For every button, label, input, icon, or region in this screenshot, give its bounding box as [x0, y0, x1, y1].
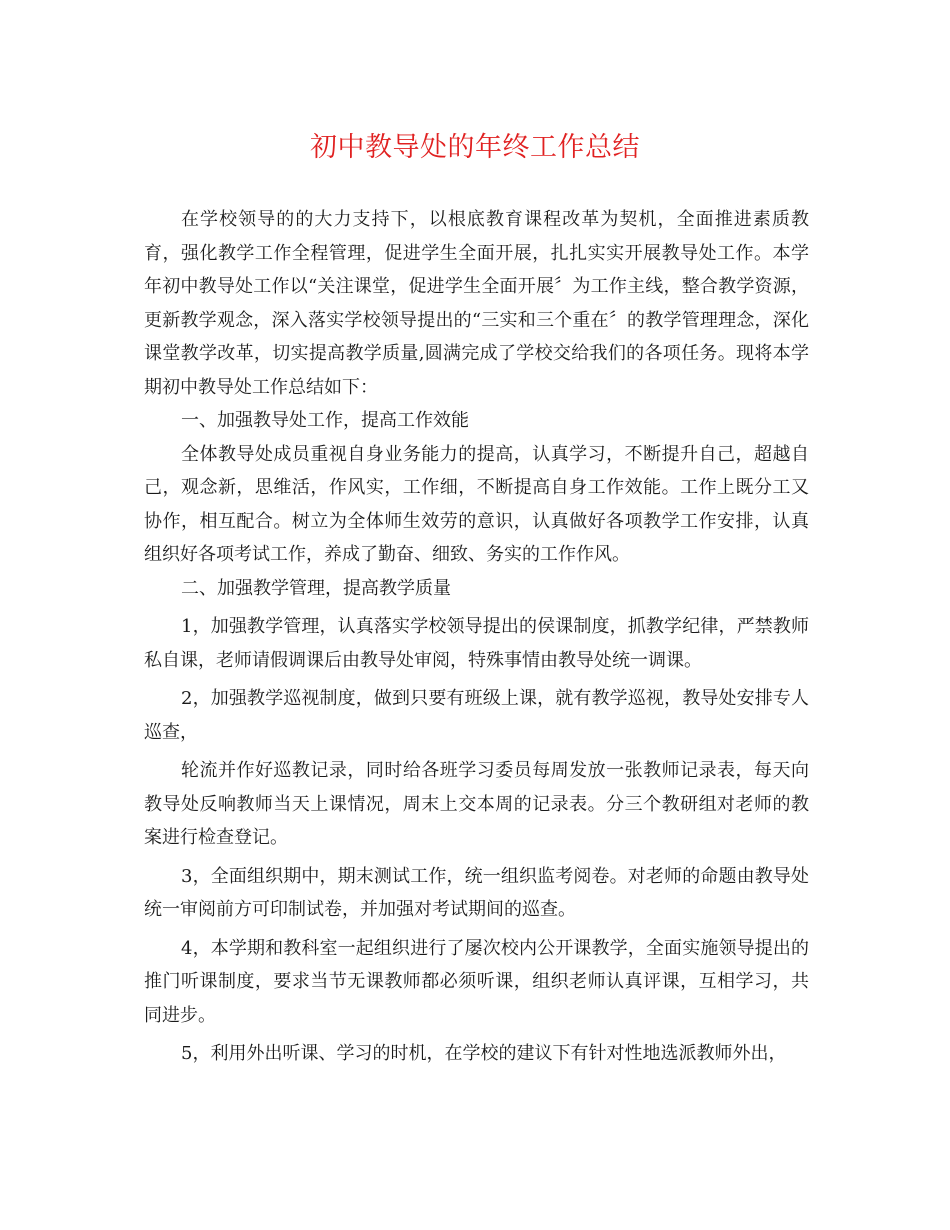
section-heading-2: 二、加强教学管理，提高教学质量 — [181, 577, 451, 599]
section-heading-1: 一、加强教导处工作，提高工作效能 — [181, 410, 469, 431]
paragraph-section-1: 全体教导处成员重视自身业务能力的提高，认真学习，不断提升自己，超越自己，观念新，思维活，作风实，工作细，不断提高自身工作效能。工作上既分工又协作，相互配合。树立为全体师生效劳的意识，认真做好各项教学工作安排，认真组织好各项考试工作，养成了勤奋、细致、务实的工作作风。 — [144, 443, 809, 565]
list-item-4: 4，本学期和教科室一起组织进行了屡次校内公开课教学，全面实施领导提出的推门听课制度，要求当节无课教师都必须听课，组织老师认真评课，互相学习，共同进步。 — [144, 937, 809, 1026]
list-item-2-continued: 轮流并作好巡教记录，同时给各班学习委员每周发放一张教师记录表，每天向教导处反响教师当天上课情况，周末上交本周的记录表。分三个教研组对老师的教案进行检查登记。 — [144, 760, 809, 848]
document-body — [144, 203, 809, 1071]
list-item-1: 1，加强教学管理，认真落实学校领导提出的侯课制度，抓教学纪律，严禁教师私自课，老师请假调课后由教导处审阅，特殊事情由教导处统一调课。 — [144, 616, 809, 671]
list-item-3: 3，全面组织期中，期末测试工作，统一组织监考阅卷。对老师的命题由教导处统一审阅前方可印制试卷，并加强对考试期间的巡查。 — [144, 865, 809, 920]
list-item-5: 5，利用外出听课、学习的时机，在学校的建议下有针对性地选派教师外出， — [181, 1043, 787, 1064]
document-title: 初中教导处的年终工作总结 — [310, 132, 640, 163]
paragraph-intro: 在学校领导的的大力支持下，以根底教育课程改革为契机，全面推进素质教育，强化教学工作全程管理，促进学生全面开展，扎扎实实开展教导处工作。本学年初中教导处工作以“关注课堂，促进学生全面开展〞为工作主线，整合教学资源，更新教学观念，深入落实学校领导提出的“三实和三个重在〞的教学管理理念，深化课堂教学改革，切实提高教学质量,圆满完成了学校交给我们的各项任务。现将本学期初中教导处工作总结如下： — [144, 209, 809, 398]
list-item-2: 2，加强教学巡视制度，做到只要有班级上课，就有教学巡视，教导处安排专人巡查， — [144, 688, 809, 743]
